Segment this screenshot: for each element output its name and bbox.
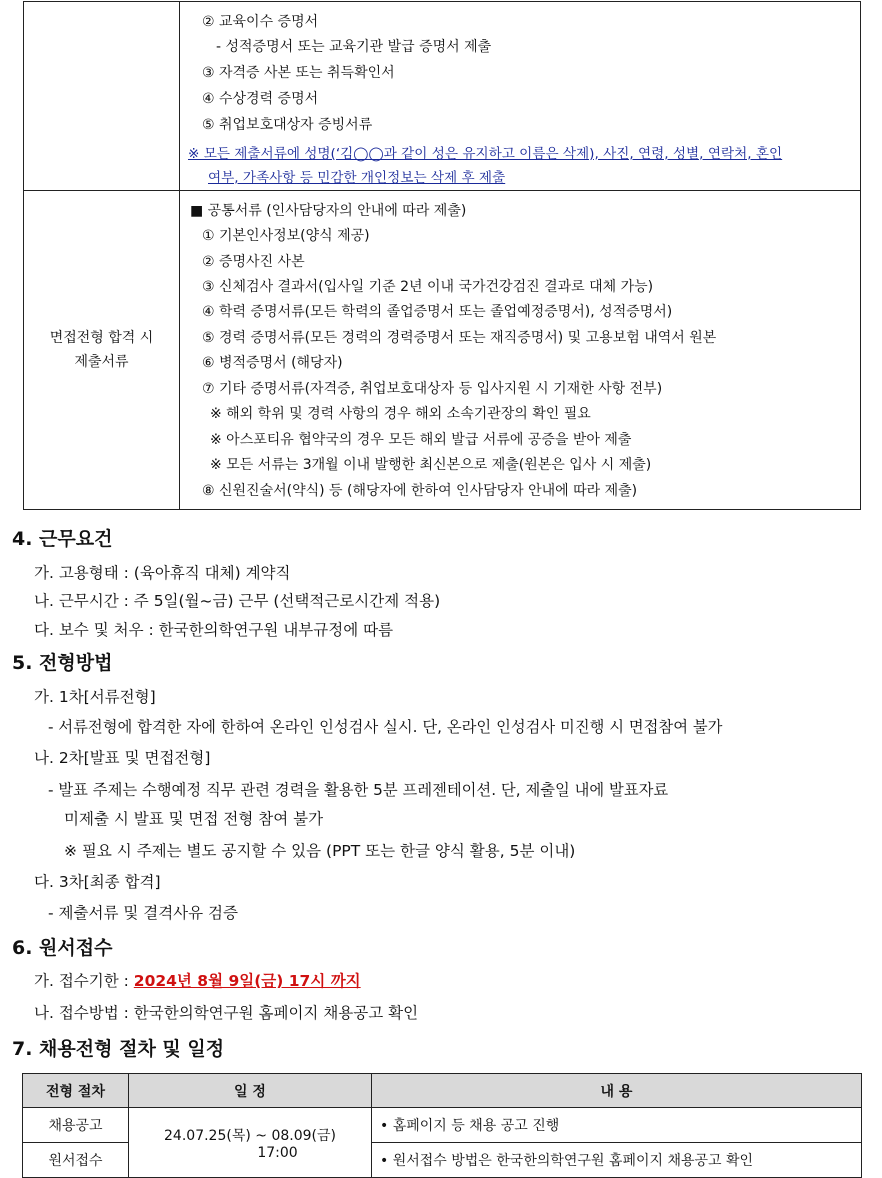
row-content bbox=[180, 191, 861, 510]
list-item: ④ 수상경력 증명서 bbox=[202, 91, 319, 107]
section-5-title: 5. 전형방법 bbox=[12, 652, 113, 674]
list-item: ⑦ 기타 증명서류(자격증, 취업보호대상자 등 입사지원 시 기재한 사항 전부) bbox=[202, 381, 663, 397]
list-item: ※ 해외 학위 및 경력 사항의 경우 해외 소속기관장의 확인 필요 bbox=[210, 406, 591, 422]
list-item: ② 증명사진 사본 bbox=[202, 254, 305, 270]
list-item: ④ 학력 증명서류(모든 학력의 졸업증명서 또는 졸업예정증명서), 성적증명서) bbox=[202, 304, 673, 320]
list-item: 미제출 시 발표 및 면접 전형 참여 불가 bbox=[64, 810, 324, 828]
list-item: 다. 보수 및 처우 : 한국한의학연구원 내부규정에 따름 bbox=[34, 621, 394, 639]
list-item: - 발표 주제는 수행예정 직무 관련 경력을 활용한 5분 프레젠테이션. 단, 제출일 내에 발표자료 bbox=[48, 781, 669, 799]
list-item: ⑧ 신원진술서(약식) 등 (해당자에 한하여 인사담당자 안내에 따라 제출) bbox=[202, 483, 638, 499]
list-item: 나. 접수방법 : 한국한의학연구원 홈페이지 채용공고 확인 bbox=[34, 1004, 419, 1022]
deadline-label: 가. 접수기한 : bbox=[34, 972, 134, 990]
list-item: 가. 고용형태 : (육아휴직 대체) 계약직 bbox=[34, 564, 291, 582]
list-item: ※ 모든 서류는 3개월 이내 발행한 최신본으로 제출(원본은 입사 시 제출) bbox=[210, 457, 652, 473]
row-label bbox=[24, 191, 180, 510]
list-item: - 성적증명서 또는 교육기관 발급 증명서 제출 bbox=[216, 39, 492, 55]
list-item: 가. 1차[서류전형] bbox=[34, 688, 156, 706]
list-item: ⑤ 경력 증명서류(모든 경력의 경력증명서 또는 재직증명서) 및 고용보험 내역서 원본 bbox=[202, 330, 717, 346]
privacy-note: ※ 모든 제출서류에 성명(‘김◯◯과 같이 성은 유지하고 이름은 삭제), 사진, 연령, 성별, 연락처, 혼인 bbox=[188, 146, 783, 162]
list-item: ③ 자격증 사본 또는 취득확인서 bbox=[202, 65, 395, 81]
table-row bbox=[24, 2, 861, 191]
row-label-line1: 면접전형 합격 시 bbox=[49, 330, 154, 346]
list-item: ③ 신체검사 결과서(입사일 기준 2년 이내 국가건강검진 결과로 대체 가능) bbox=[202, 279, 654, 295]
column-header: 일 정 bbox=[129, 1074, 372, 1108]
list-item: 다. 3차[최종 합격] bbox=[34, 873, 161, 891]
list-item: ② 교육이수 증명서 bbox=[202, 14, 319, 30]
section-6-title: 6. 원서접수 bbox=[12, 937, 113, 959]
column-header: 내 용 bbox=[372, 1074, 862, 1108]
table-cell: 원서접수 bbox=[23, 1143, 129, 1178]
privacy-note-cont: 여부, 가족사항 등 민감한 개인정보는 삭제 후 제출 bbox=[208, 170, 506, 186]
column-header: 전형 절차 bbox=[23, 1074, 129, 1108]
table-cell: • 홈페이지 등 채용 공고 진행 bbox=[372, 1108, 862, 1143]
list-item: ■ 공통서류 (인사담당자의 안내에 따라 제출) bbox=[190, 203, 467, 219]
row-label bbox=[24, 2, 180, 191]
documents-table bbox=[23, 1, 861, 510]
list-item: - 서류전형에 합격한 자에 한하여 온라인 인성검사 실시. 단, 온라인 인성검사 미진행 시 면접참여 불가 bbox=[48, 718, 723, 736]
period-line2: 17:00 bbox=[257, 1144, 298, 1161]
section-4-title: 4. 근무요건 bbox=[12, 528, 113, 550]
row-content bbox=[180, 2, 861, 191]
list-item: ⑥ 병적증명서 (해당자) bbox=[202, 355, 343, 371]
schedule-table bbox=[22, 1073, 862, 1178]
table-header-row bbox=[23, 1074, 862, 1108]
table-row bbox=[23, 1108, 862, 1143]
list-item: ⑤ 취업보호대상자 증빙서류 bbox=[202, 117, 373, 133]
list-item: ① 기본인사정보(양식 제공) bbox=[202, 228, 370, 244]
row-label-line2: 제출서류 bbox=[74, 354, 129, 370]
list-item: - 제출서류 및 결격사유 검증 bbox=[48, 904, 239, 922]
deadline-value: 2024년 8월 9일(금) 17시 까지 bbox=[133, 972, 361, 990]
list-item: ※ 필요 시 주제는 별도 공지할 수 있음 (PPT 또는 한글 양식 활용, 5분 이내) bbox=[64, 842, 576, 860]
list-item: 나. 2차[발표 및 면접전형] bbox=[34, 749, 211, 767]
table-row bbox=[24, 191, 861, 510]
deadline-row bbox=[34, 969, 361, 991]
list-item: 나. 근무시간 : 주 5일(월~금) 근무 (선택적근로시간제 적용) bbox=[34, 592, 441, 610]
section-7-title: 7. 채용전형 절차 및 일정 bbox=[12, 1038, 225, 1060]
period-line1: 24.07.25(목) ~ 08.09(금) bbox=[164, 1127, 336, 1144]
table-cell: 채용공고 bbox=[23, 1108, 129, 1143]
period-cell bbox=[129, 1108, 372, 1178]
list-item: ※ 아스포티유 협약국의 경우 모든 해외 발급 서류에 공증을 받아 제출 bbox=[210, 432, 632, 448]
table-cell: • 원서접수 방법은 한국한의학연구원 홈페이지 채용공고 확인 bbox=[372, 1143, 862, 1178]
